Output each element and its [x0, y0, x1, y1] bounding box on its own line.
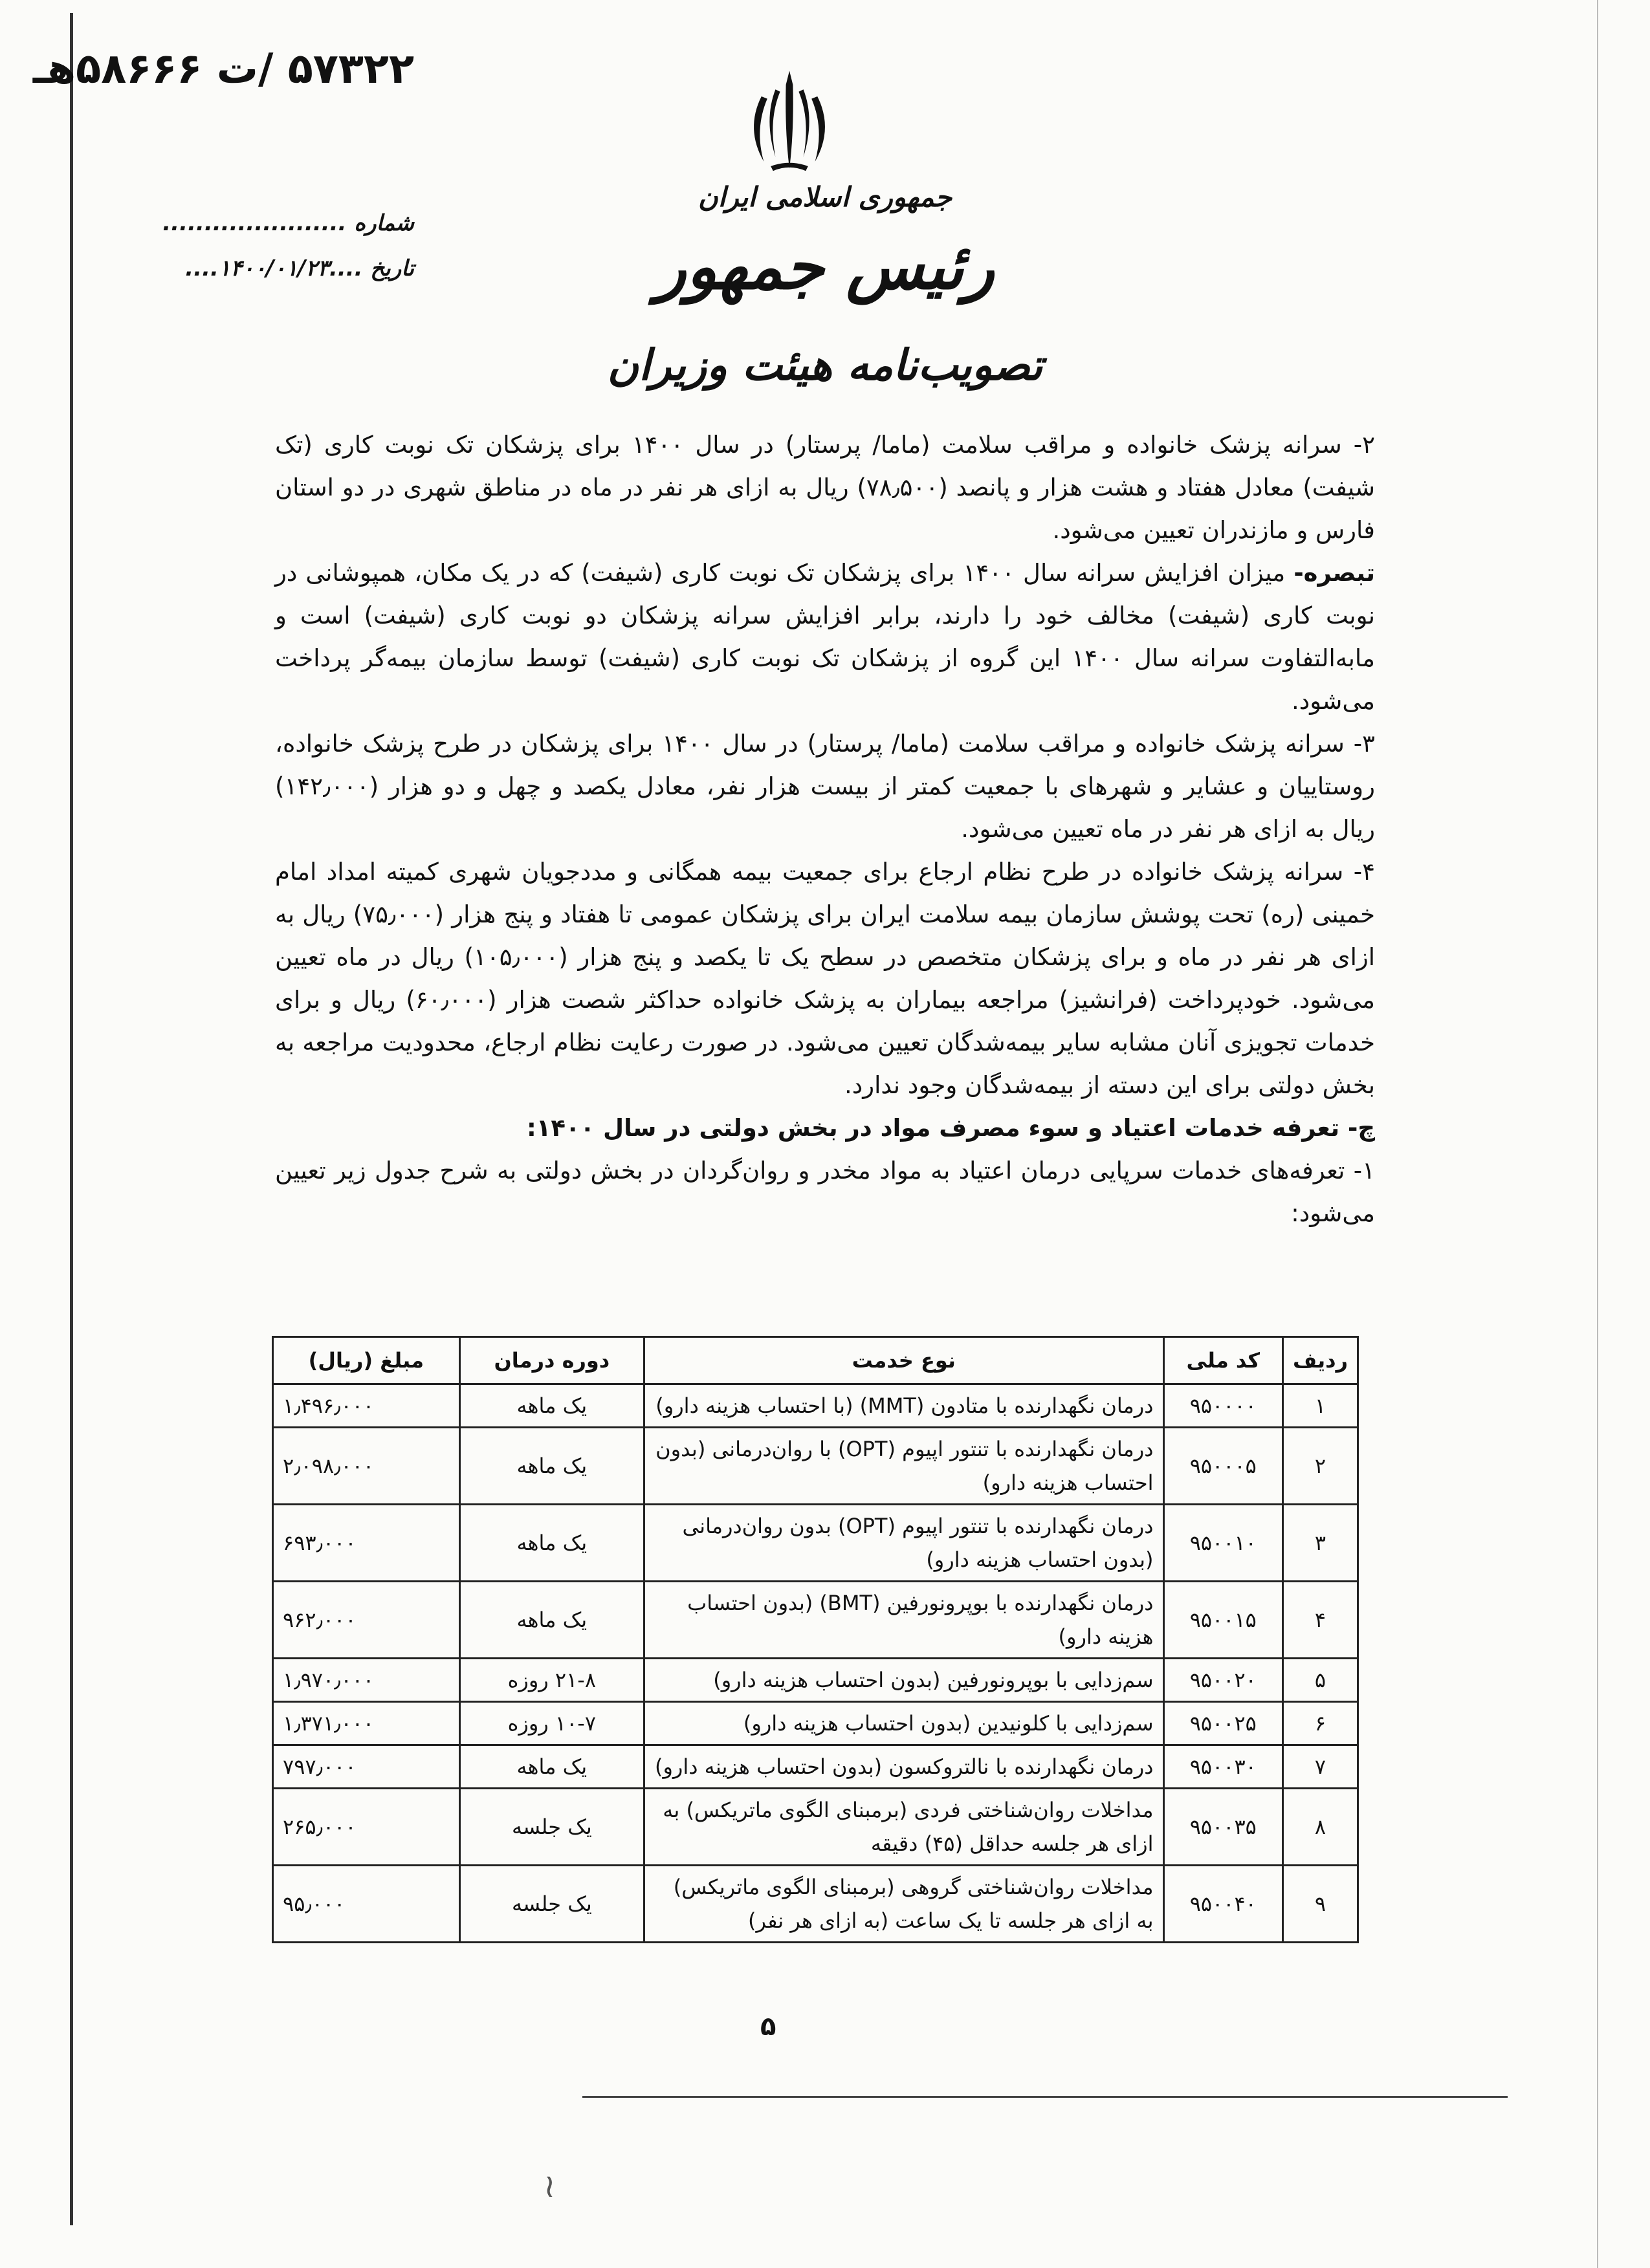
- service-type: درمان نگهدارنده با تنتور اپیوم (OPT) بدون روان‌درمانی (بدون احتساب هزینه دارو): [644, 1505, 1163, 1582]
- treatment-period: یک جلسه: [459, 1866, 644, 1943]
- registration-date: تاریخ ....۱۴۰۰/۰۱/۲۳....: [185, 256, 414, 281]
- paragraph-4: ۴- سرانه پزشک خانواده در طرح نظام ارجاع برای جمعیت بیمه همگانی و مددجویان شهری کمیته امداد امام خمینی (ره) تحت پوشش سازمان بیمه سلامت ایران برای پزشکان عمومی تا هفتاد و پنج هزار (۷۵٫۰۰۰) ریال به ازای هر نفر در ماه و برای پزشکان متخصص در سطح یک تا یکصد و پنج هزار (۱۰۵٫۰۰۰) ریال در ماه تعیین می‌شود. خودپرداخت (فرانشیز) مراجعه بیماران به پزشک خانواده حداکثر شصت هزار (۶۰٫۰۰۰) ریال و برای خدمات تجویزی آنان مشابه سایر بیمه‌شدگان تعیین می‌شود. در صورت رعایت نظام ارجاع، محدودیت مراجعه به بخش دولتی برای این دسته از بیمه‌شدگان وجود ندارد.: [275, 858, 1375, 1099]
- table-row: [273, 1702, 1358, 1745]
- treatment-period: یک ماهه: [459, 1582, 644, 1659]
- table-row: [273, 1505, 1358, 1582]
- header-treatment-period: دوره درمان: [459, 1337, 644, 1384]
- decree-body: [275, 424, 1375, 1235]
- row-number: ۷: [1283, 1745, 1358, 1789]
- service-type: سم‌زدایی با بوپرونورفین (بدون احتساب هزینه دارو): [644, 1659, 1163, 1702]
- bottom-rule: [582, 2096, 1508, 2098]
- section-c-heading: چ- تعرفه خدمات اعتیاد و سوء مصرف مواد در بخش دولتی در سال ۱۴۰۰:: [526, 1114, 1375, 1142]
- treatment-period: یک ماهه: [459, 1505, 644, 1582]
- national-code: ۹۵۰۰۲۰: [1163, 1659, 1283, 1702]
- amount: ۱٫۳۷۱٫۰۰۰: [273, 1702, 460, 1745]
- treatment-period: یک جلسه: [459, 1789, 644, 1866]
- amount: ۲٫۰۹۸٫۰۰۰: [273, 1428, 460, 1505]
- amount: ۲۶۵٫۰۰۰: [273, 1789, 460, 1866]
- row-number: ۳: [1283, 1505, 1358, 1582]
- header-cabinet-decree: تصویب‌نامه هیئت وزیران: [607, 340, 1043, 390]
- header-service-type: نوع خدمت: [644, 1337, 1163, 1384]
- table-row: [273, 1384, 1358, 1428]
- header-president: رئیس جمهور: [655, 230, 995, 304]
- amount: ۹۶۲٫۰۰۰: [273, 1582, 460, 1659]
- amount: ۱٫۹۷۰٫۰۰۰: [273, 1659, 460, 1702]
- header-republic: جمهوری اسلامی ایران: [698, 181, 952, 213]
- treatment-period: ۲۱-۸ روزه: [459, 1659, 644, 1702]
- service-type: مداخلات روان‌شناختی فردی (برمبنای الگوی ماتریکس) به ازای هر جلسه حداقل (۴۵) دقیقه: [644, 1789, 1163, 1866]
- iran-emblem-icon: [731, 61, 848, 178]
- national-code: ۹۵۰۰۱۰: [1163, 1505, 1283, 1582]
- amount: ۱٫۴۹۶٫۰۰۰: [273, 1384, 460, 1428]
- note-label: تبصره-: [1293, 559, 1375, 587]
- registration-code: ۵۷۳۲۲ /ت ۵۸۶۶۶هـ: [32, 45, 414, 93]
- treatment-period: یک ماهه: [459, 1428, 644, 1505]
- amount: ۹۵٫۰۰۰: [273, 1866, 460, 1943]
- note-text: میزان افزایش سرانه سال ۱۴۰۰ برای پزشکان تک نوبت کاری (شیفت) که در یک مکان، همپوشانی در نوبت کاری (شیفت) مخالف خود را دارند، برابر افزایش سرانه پزشکان دو نوبت کاری (شیفت) است و مابه‌التفاوت سرانه سال ۱۴۰۰ این گروه از پزشکان تک نوبت کاری (شیفت) توسط سازمان بیمه‌گر پرداخت می‌شود.: [275, 559, 1375, 715]
- paragraph-3: ۳- سرانه پزشک خانواده و مراقب سلامت (ماما/ پرستار) در سال ۱۴۰۰ برای پزشکان در طرح پزشک خانواده، روستاییان و عشایر و شهرهای با جمعیت کمتر از بیست هزار نفر، معادل یکصد و چهل و دو هزار (۱۴۲٫۰۰۰) ریال به ازای هر نفر در ماه تعیین می‌شود.: [275, 730, 1375, 843]
- tariff-table-wrapper: [272, 1336, 1359, 1943]
- header-row-number: ردیف: [1283, 1337, 1358, 1384]
- national-code: ۹۵۰۰۱۵: [1163, 1582, 1283, 1659]
- row-number: ۲: [1283, 1428, 1358, 1505]
- table-row: [273, 1582, 1358, 1659]
- treatment-period: یک ماهه: [459, 1745, 644, 1789]
- table-header-row: [273, 1337, 1358, 1384]
- row-number: ۴: [1283, 1582, 1358, 1659]
- note-paragraph: [275, 552, 1375, 723]
- national-code: ۹۵۰۰۳۰: [1163, 1745, 1283, 1789]
- tariff-table: [272, 1336, 1359, 1943]
- service-type: درمان نگهدارنده با متادون (MMT) (با احتساب هزینه دارو): [644, 1384, 1163, 1428]
- section-c-item-1: ۱- تعرفه‌های خدمات سرپایی درمان اعتیاد به مواد مخدر و روان‌گردان در بخش دولتی به شرح جدول زیر تعیین می‌شود:: [275, 1157, 1375, 1227]
- treatment-period: ۱۰-۷ روزه: [459, 1702, 644, 1745]
- service-type: درمان نگهدارنده با بوپرونورفین (BMT) (بدون احتساب هزینه دارو): [644, 1582, 1163, 1659]
- national-code: ۹۵۰۰۰۰: [1163, 1384, 1283, 1428]
- amount: ۶۹۳٫۰۰۰: [273, 1505, 460, 1582]
- national-code: ۹۵۰۰۴۰: [1163, 1866, 1283, 1943]
- national-code: ۹۵۰۰۲۵: [1163, 1702, 1283, 1745]
- row-number: ۵: [1283, 1659, 1358, 1702]
- treatment-period: یک ماهه: [459, 1384, 644, 1428]
- table-row: [273, 1789, 1358, 1866]
- service-type: درمان نگهدارنده با نالتروکسون (بدون احتساب هزینه دارو): [644, 1745, 1163, 1789]
- header-amount: مبلغ (ریال): [273, 1337, 460, 1384]
- page-number: ۵: [760, 2012, 776, 2042]
- table-row: [273, 1866, 1358, 1943]
- registration-number: شماره ......................: [162, 210, 414, 236]
- national-code: ۹۵۰۰۳۵: [1163, 1789, 1283, 1866]
- service-type: مداخلات روان‌شناختی گروهی (برمبنای الگوی ماتریکس) به ازای هر جلسه تا یک ساعت (به ازای هر نفر): [644, 1866, 1163, 1943]
- table-row: [273, 1659, 1358, 1702]
- service-type: سم‌زدایی با کلونیدین (بدون احتساب هزینه دارو): [644, 1702, 1163, 1745]
- paragraph-2: ۲- سرانه پزشک خانواده و مراقب سلامت (ماما/ پرستار) در سال ۱۴۰۰ برای پزشکان تک نوبت کاری (تک شیفت) معادل هفتاد و هشت هزار و پانصد (۷۸٫۵۰۰) ریال به ازای هر نفر در ماه در مناطق شهری در دو استان فارس و مازندران تعیین می‌شود.: [275, 431, 1376, 544]
- service-type: درمان نگهدارنده با تنتور اپیوم (OPT) با روان‌درمانی (بدون احتساب هزینه دارو): [644, 1428, 1163, 1505]
- table-row: [273, 1428, 1358, 1505]
- national-code: ۹۵۰۰۰۵: [1163, 1428, 1283, 1505]
- amount: ۷۹۷٫۰۰۰: [273, 1745, 460, 1789]
- handwritten-mark-icon: ≀: [544, 2167, 556, 2205]
- header-national-code: کد ملی: [1163, 1337, 1283, 1384]
- row-number: ۸: [1283, 1789, 1358, 1866]
- table-row: [273, 1745, 1358, 1789]
- row-number: ۱: [1283, 1384, 1358, 1428]
- row-number: ۶: [1283, 1702, 1358, 1745]
- row-number: ۹: [1283, 1866, 1358, 1943]
